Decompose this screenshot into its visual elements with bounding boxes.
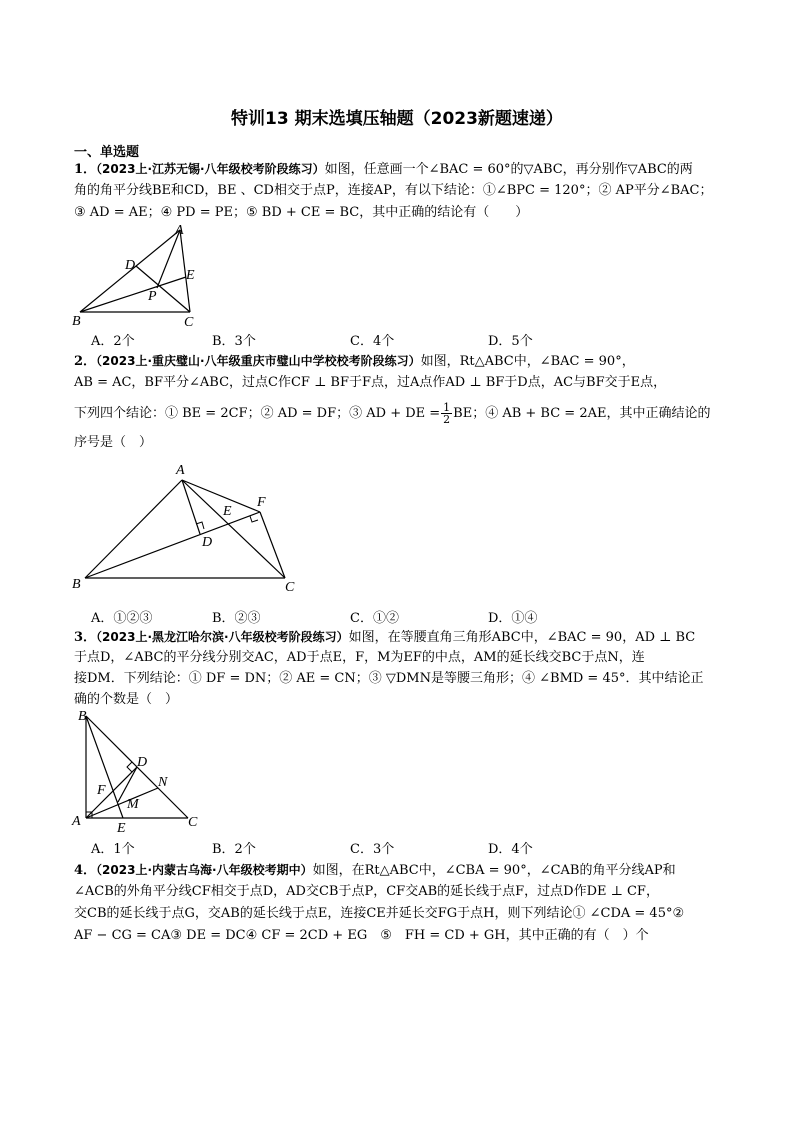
- question-source: （2023上·江苏无锡·八年级校考阶段练习）: [96, 162, 325, 176]
- label-c: C: [184, 315, 194, 330]
- question-1-line-1: [74, 160, 693, 179]
- question-1-figure: [70, 222, 210, 332]
- question-number: 1．: [74, 162, 97, 177]
- question-text: 下列四个结论：① BE = 2CF；② AD = DF；③ AD + DE =: [74, 406, 441, 421]
- right-angle-mark-d: [127, 762, 132, 772]
- q1-option-c[interactable]: C．4个: [350, 334, 395, 349]
- label-f: F: [97, 783, 106, 798]
- label-b: B: [72, 577, 81, 592]
- label-c: C: [285, 580, 295, 595]
- question-number: 4．: [74, 863, 97, 878]
- label-b: B: [78, 709, 87, 724]
- q1-option-d[interactable]: D．5个: [488, 334, 533, 349]
- segment-af: [182, 480, 260, 512]
- label-m: M: [127, 797, 139, 812]
- question-3-figure: [70, 706, 210, 836]
- side-ab: [85, 480, 182, 578]
- question-4-line-2: ∠ACB的外角平分线CF相交于点D，AD交CB于点P，CF交AB的延长线于点F，过点D作DE ⊥ CF，: [74, 884, 659, 899]
- label-a: A: [176, 463, 185, 478]
- question-3-line-2: 于点D，∠ABC的平分线分别交AC，AD于点E，F，M为EF的中点，AM的延长线交BC于点N，连: [74, 650, 645, 665]
- q3-option-a[interactable]: A．1个: [91, 842, 135, 857]
- question-4-line-4: AF − CG = CA③ DE = DC④ CF = 2CD + EG ⑤ FH = CD + GH，其中正确的有（ ）个: [74, 928, 649, 943]
- question-source: （2023上·内蒙古乌海·八年级校考期中）: [96, 863, 313, 877]
- question-source: （2023上·黑龙江哈尔滨·八年级校考阶段练习）: [96, 630, 349, 644]
- question-text: 如图，在Rt△ABC中，∠CBA = 90°，∠CAB的角平分线AP和: [312, 863, 676, 878]
- section-heading: 一、单选题: [74, 145, 140, 160]
- question-3-line-4: 确的个数是（ ）: [74, 692, 179, 707]
- label-a: A: [175, 223, 184, 238]
- question-1-line-2: 角的角平分线BE和CD，BE 、CD相交于点P，连接AP，有以下结论：①∠BPC = 120°；② AP平分∠BAC；: [74, 183, 713, 198]
- question-2-line-4: 序号是（ ）: [74, 435, 153, 450]
- label-d: D: [137, 755, 148, 770]
- label-f: F: [257, 495, 266, 510]
- label-d: D: [202, 535, 213, 550]
- label-e: E: [117, 821, 126, 836]
- q1-option-a[interactable]: A．2个: [91, 334, 135, 349]
- label-a: A: [72, 814, 81, 829]
- q3-option-b[interactable]: B．2个: [212, 842, 256, 857]
- question-4-line-3: 交CB的延长线于点G，交AB的延长线于点E，连接CE并延长交FG于点H，则下列结论① ∠CDA = 45°②: [74, 906, 685, 921]
- segment-cf: [260, 512, 285, 578]
- label-n: N: [158, 775, 168, 790]
- q2-option-b[interactable]: B．②③: [212, 611, 261, 626]
- page-title: 特训13 期末选填压轴题（2023新题速递）: [231, 109, 563, 129]
- label-d: D: [125, 258, 136, 273]
- question-number: 2．: [74, 354, 97, 369]
- side-ac: [182, 480, 285, 578]
- label-p: P: [148, 289, 157, 304]
- question-text: BE；④ AB + BC = 2AE，其中正确结论的: [453, 406, 711, 421]
- label-e: E: [223, 504, 232, 519]
- question-1-line-3: ③ AD = AE；④ PD = PE；⑤ BD + CE = BC，其中正确的结论有（ ）: [74, 205, 529, 220]
- q2-option-d[interactable]: D．①④: [488, 611, 538, 626]
- segment-bf: [85, 512, 260, 578]
- question-2-figure: [70, 460, 310, 600]
- label-e: E: [186, 268, 195, 283]
- question-text: 如图，Rt△ABC中，∠BAC = 90°，: [420, 354, 635, 369]
- q2-option-c[interactable]: C．①②: [350, 611, 399, 626]
- q3-option-c[interactable]: C．3个: [350, 842, 395, 857]
- q2-option-a[interactable]: A．①②③: [91, 611, 153, 626]
- question-2-line-1: [74, 352, 635, 371]
- question-text: 如图，在等腰直角三角形ABC中，∠BAC = 90，AD ⊥ BC: [348, 630, 696, 645]
- fraction-one-half: $\frac{1}{2}$: [443, 401, 451, 426]
- q1-option-b[interactable]: B．3个: [212, 334, 256, 349]
- question-number: 3．: [74, 630, 97, 645]
- question-2-line-3: [74, 402, 710, 425]
- question-source: （2023上·重庆璧山·八年级重庆市璧山中学校校考阶段练习）: [96, 354, 421, 368]
- q3-option-d[interactable]: D．4个: [488, 842, 533, 857]
- question-2-line-2: AB = AC，BF平分∠ABC，过点C作CF ⊥ BF于F点，过A点作AD ⊥ BF于D点，AC与BF交于E点，: [74, 375, 667, 390]
- right-angle-mark-f: [250, 516, 258, 522]
- segment-be: [86, 716, 123, 818]
- label-c: C: [188, 815, 198, 830]
- question-3-line-1: [74, 628, 695, 647]
- question-3-line-3: 接DM．下列结论：① DF = DN；② AE = CN；③ ▽DMN是等腰三角形；④ ∠BMD = 45°．其中结论正: [74, 671, 704, 686]
- label-b: B: [72, 314, 81, 329]
- question-text: 如图，任意画一个∠BAC = 60°的▽ABC，再分别作▽ABC的两: [324, 162, 693, 177]
- question-4-line-1: [74, 861, 676, 880]
